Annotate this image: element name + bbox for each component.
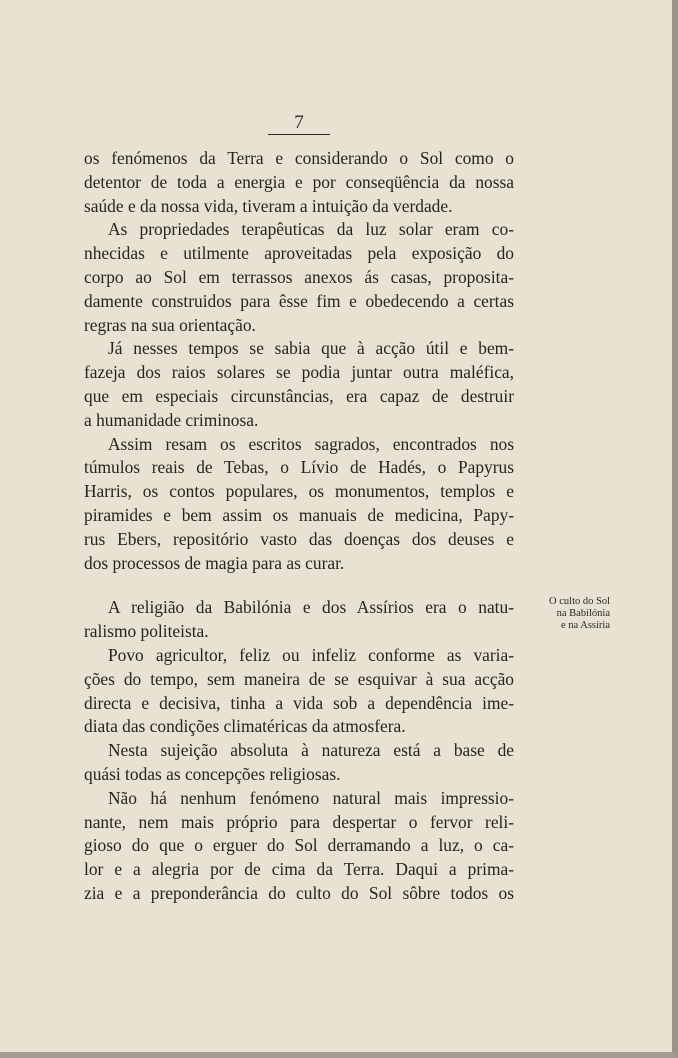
text-line: Assim resam os escritos sagrados, encontrados nos bbox=[108, 433, 514, 454]
text-line: ções do tempo, sem maneira de se esquivar à sua acção bbox=[84, 668, 514, 689]
margin-note bbox=[520, 596, 610, 632]
text-line: corpo ao Sol em terrassos anexos ás casas, propositа- bbox=[84, 266, 514, 287]
text-line: saúde e da nossa vida, tiveram a intuição da verdade. bbox=[84, 195, 453, 216]
text-line: túmulos reais de Tebas, o Lívio de Hadés, o Papyrus bbox=[84, 457, 514, 478]
text-line: damente construidos para êsse fim e obedecendo a certas bbox=[84, 290, 514, 311]
text-line: quási todas as concepções religiosas. bbox=[84, 763, 341, 784]
paragraph-gap bbox=[84, 575, 514, 596]
text-line: piramides e bem assim os manuais de medicina, Papy- bbox=[84, 504, 514, 525]
text-line: gioso do que o erguer do Sol derramando a luz, o ca- bbox=[84, 835, 514, 856]
margin-note-line: e na Assíria bbox=[561, 620, 610, 631]
text-line: rus Ebers, repositório vasto das doenças dos deuses e bbox=[84, 528, 514, 549]
margin-note-line: O culto do Sol bbox=[549, 596, 610, 607]
text-line: Não há nenhum fenómeno natural mais impressio- bbox=[108, 787, 514, 808]
text-line: As propriedades terapêuticas da luz solar eram co- bbox=[108, 219, 514, 240]
text-line: ralismo politeista. bbox=[84, 621, 209, 642]
margin-note-line: na Babilónia bbox=[556, 608, 610, 619]
text-line: Povo agricultor, feliz ou infeliz conforme as varia- bbox=[108, 644, 514, 665]
text-line: lor e a alegria por de cima da Terra. Daqui a prima- bbox=[84, 859, 514, 880]
text-line: directa e decisiva, tinha a vida sob a dependência ime- bbox=[84, 692, 514, 713]
text-line: diata das condições climatéricas da atmosfera. bbox=[84, 716, 406, 737]
text-line: zia e a preponderância do culto do Sol sôbre todos os bbox=[84, 882, 514, 903]
text-line: que em especiais circunstâncias, era capaz de destruir bbox=[84, 385, 514, 406]
text-line: Harris, os contos populares, os monumentos, templos e bbox=[84, 481, 514, 502]
text-line: Já nesses tempos se sabia que à acção útil e bem- bbox=[108, 338, 514, 359]
text-line: regras na sua orientação. bbox=[84, 314, 256, 335]
text-line: nhecidas e utilmente aproveitadas pela exposição do bbox=[84, 243, 514, 264]
text-line: a humanidade criminosa. bbox=[84, 409, 259, 430]
text-line: Nesta sujeição absoluta à natureza está a base de bbox=[108, 740, 514, 761]
page-number: 7 bbox=[268, 112, 330, 135]
text-line: nante, nem mais próprio para despertar o fervor reli- bbox=[84, 811, 514, 832]
text-line: fazeja dos raios solares se podia juntar outra maléfica, bbox=[84, 362, 514, 383]
text-line: dos processos de magia para as curar. bbox=[84, 552, 345, 573]
text-line: A religião da Babilónia e dos Assírios era o natu- bbox=[108, 597, 514, 618]
text-line: os fenómenos da Terra e considerando o Sol como o bbox=[84, 148, 514, 168]
text-line: detentor de toda a energia e por conseqüência da nossa bbox=[84, 171, 514, 192]
body-text bbox=[84, 147, 514, 906]
